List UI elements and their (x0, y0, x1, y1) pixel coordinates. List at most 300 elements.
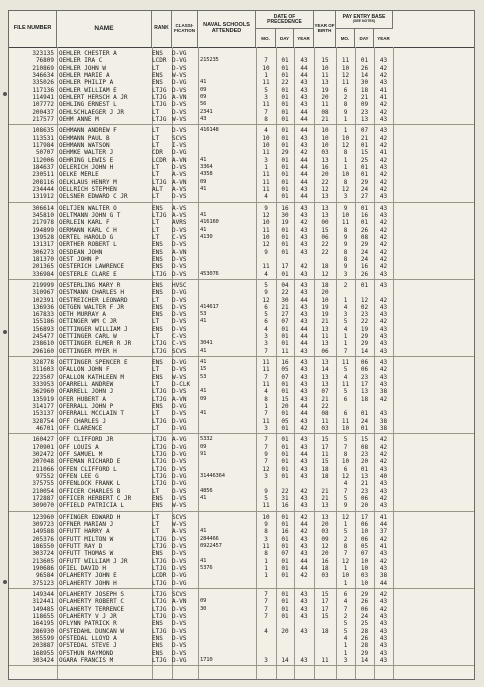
birth-year-cell: 20 (321, 93, 329, 101)
naval-schools-cell: 53 (200, 373, 207, 380)
table-row (9, 311, 474, 318)
precedence-day-cell: 01 (281, 127, 289, 135)
name-cell: OETTINGER ELMER R JR (59, 340, 132, 348)
file-number-cell: 210054 (32, 487, 54, 495)
file-number-cell: 306273 (32, 248, 54, 256)
precedence-day-cell: 14 (281, 656, 289, 664)
precedence-day-cell: 19 (281, 219, 289, 227)
file-number-cell: 149344 (32, 590, 54, 598)
name-cell: OEHLER MARIE A (59, 71, 110, 79)
table-row (9, 304, 474, 311)
file-number-cell: 164195 (32, 620, 54, 628)
pay-entry-year-cell: 42 (379, 134, 388, 142)
file-number-cell: 296160 (32, 347, 54, 355)
pay-entry-day-cell: 16 (360, 211, 369, 219)
precedence-month-cell: 11 (262, 101, 270, 109)
precedence-month-cell: 9 (264, 487, 268, 495)
pay-entry-year-cell: 43 (379, 340, 388, 348)
birth-year-cell: 11 (321, 451, 329, 459)
naval-schools-cell (198, 263, 256, 270)
birth-year-cell: 21 (321, 495, 329, 503)
naval-schools-cell: 41 (200, 185, 207, 192)
pay-entry-day-cell: 21 (360, 480, 369, 488)
precedence-year-cell (294, 635, 314, 642)
precedence-day-cell: 01 (281, 473, 289, 481)
birth-year-cell: 17 (321, 598, 329, 606)
classification-cell: SCVS (172, 513, 187, 521)
birth-year-cell: 15 (321, 57, 329, 65)
file-number-cell: 136936 (32, 303, 54, 311)
birth-year-cell: 20 (321, 171, 329, 179)
pay-entry-day-cell: 17 (360, 381, 369, 389)
name-cell: OETTINGER SPENCER E (59, 359, 128, 367)
pay-entry-month-cell: 1 (343, 296, 348, 304)
precedence-year-cell: 42 (300, 528, 308, 536)
file-number-cell: 135919 (32, 395, 54, 403)
file-number-cell: 168955 (32, 649, 54, 657)
name-cell: OFFUTT THOMAS W (59, 550, 114, 558)
classification-cell: D-VS (172, 108, 187, 116)
pay-entry-year-cell: 42 (379, 185, 388, 193)
pay-entry-month-cell: 1 (343, 649, 348, 657)
name-cell: OEHLER JOHN W (59, 64, 106, 72)
table-row (9, 340, 474, 347)
classification-cell: D-VS (172, 86, 187, 94)
precedence-month-cell: 8 (264, 550, 268, 558)
classification-cell: D-VG (172, 443, 187, 451)
name-cell: OELKLAUS HENRY M (59, 178, 117, 186)
rank-cell: CDR (152, 149, 163, 157)
classification-cell: D-VG (172, 579, 187, 587)
pay-entry-month-cell: 8 (343, 149, 348, 157)
rank-cell: LT (152, 226, 160, 234)
rank-cell: LTJG (152, 598, 167, 606)
pay-entry-month-cell: 5 (343, 495, 348, 503)
rank-cell: LT (152, 141, 160, 149)
precedence-day-cell: 01 (281, 93, 289, 101)
pay-entry-month-cell: 10 (341, 64, 350, 72)
precedence-year-cell (294, 620, 314, 627)
precedence-year-cell: 44 (300, 325, 308, 333)
rank-cell: LT (152, 163, 160, 171)
name-cell: OERTEL HAROLD G (59, 233, 114, 241)
name-cell: OEHLING ERNEST L (59, 101, 117, 109)
precedence-month-cell: 8 (264, 115, 268, 123)
name-cell: OFFUTT MILTON W (59, 535, 114, 543)
pay-entry-day-cell: 26 (360, 634, 369, 642)
naval-schools-cell (198, 502, 256, 509)
precedence-month-cell (256, 480, 276, 487)
pay-entry-year-cell: 43 (379, 281, 388, 289)
name-cell: OFFINGER EDWARD H (59, 513, 121, 521)
pay-entry-day-cell: 13 (360, 473, 369, 481)
precedence-year-cell: 44 (300, 340, 308, 348)
pay-entry-month-cell: 1 (343, 163, 348, 171)
precedence-year-cell: 44 (300, 193, 308, 201)
naval-schools-cell (198, 642, 256, 649)
classification-cell: D-VG (172, 359, 187, 367)
table-row (9, 436, 474, 443)
pay-entry-month-cell: 10 (341, 572, 350, 580)
pay-entry-year-cell: 42 (379, 71, 388, 79)
rank-cell: LCDR (152, 57, 167, 65)
table-row (9, 514, 474, 521)
naval-schools-cell (198, 613, 256, 620)
classification-cell: D-VS (172, 564, 187, 572)
pay-entry-year-cell: 41 (379, 93, 388, 101)
pay-entry-month-cell: 12 (341, 71, 350, 79)
pay-entry-month-cell: 1 (343, 564, 348, 572)
precedence-day-cell: 01 (281, 71, 289, 79)
table-row (9, 374, 474, 381)
precedence-day-cell (276, 50, 294, 57)
pay-entry-year-cell: 43 (379, 612, 388, 620)
file-number-cell: 375755 (32, 480, 54, 488)
precedence-year-cell: 44 (300, 127, 308, 135)
rank-cell: LTJG (152, 101, 167, 109)
pay-entry-month-cell: 3 (343, 270, 348, 278)
classification-cell: D-VS (172, 612, 187, 620)
table-row (9, 256, 474, 263)
precedence-day-cell (276, 650, 294, 657)
table-header (9, 11, 474, 48)
table-row (9, 101, 474, 108)
pay-entry-year-cell: 42 (379, 395, 388, 403)
classification-cell: I-VS (172, 141, 187, 149)
naval-schools-cell: 43 (200, 115, 207, 122)
file-number-cell: 303424 (32, 656, 54, 664)
file-number-cell: 114941 (32, 93, 54, 101)
pay-entry-month-cell: 11 (341, 57, 350, 65)
classification-cell: D-VS (172, 193, 187, 201)
name-cell: OELTJEN WALTER O (59, 204, 117, 212)
file-number-cell: 210869 (32, 64, 54, 72)
precedence-day-cell: 01 (281, 465, 289, 473)
table-row (9, 212, 474, 219)
pay-entry-day-cell: 01 (360, 219, 369, 227)
naval-schools-cell (198, 550, 256, 557)
naval-schools-cell: 09 (200, 178, 207, 185)
classification-cell: A-VG (172, 436, 187, 444)
birth-year-cell: 08 (321, 108, 329, 116)
precedence-month-cell: 6 (264, 318, 268, 326)
header-naval-schools: NAVAL SCHOOLS ATTENDED (198, 11, 256, 47)
header-prec-year: YEAR (294, 29, 314, 47)
precedence-month-cell: 5 (264, 86, 268, 94)
precedence-day-cell: 01 (281, 598, 289, 606)
classification-cell: D-VS (172, 325, 187, 333)
precedence-month-cell (256, 256, 276, 263)
pay-entry-year-cell: 43 (379, 127, 388, 135)
header-file-number: FILE NUMBER (9, 11, 57, 47)
pay-entry-day-cell: 30 (360, 79, 369, 87)
file-number-cell: 190686 (32, 564, 54, 572)
rank-cell: ENS (152, 550, 163, 558)
pay-entry-month-cell: 11 (341, 381, 350, 389)
birth-year-cell: 22 (321, 248, 329, 256)
name-cell: OFFEMAN RICHARD E (59, 458, 121, 466)
pay-entry-day-cell: 24 (360, 185, 369, 193)
precedence-year-cell: 42 (300, 425, 308, 433)
precedence-year-cell: 43 (300, 443, 308, 451)
naval-schools-cell (198, 289, 256, 296)
naval-schools-cell (198, 591, 256, 598)
precedence-month-cell: 11 (262, 226, 270, 234)
pay-entry-year-cell: 43 (379, 347, 388, 355)
precedence-year-cell: 42 (300, 487, 308, 495)
naval-schools-cell: 0922457 (200, 543, 222, 549)
precedence-day-cell: 17 (281, 263, 289, 271)
naval-schools-cell: 5376 (200, 564, 213, 571)
precedence-day-cell: 30 (281, 211, 289, 219)
classification-cell: D-VS (172, 410, 187, 418)
file-number-cell: 149485 (32, 605, 54, 613)
classification-cell: D-VS (172, 535, 187, 543)
classification-cell: O-VS (172, 487, 187, 495)
punch-hole (3, 92, 7, 96)
rank-cell: LTJG (152, 443, 167, 451)
pay-entry-month-cell: 9 (343, 204, 348, 212)
rank-cell: LTJG (152, 211, 167, 219)
precedence-day-cell: 22 (281, 487, 289, 495)
pay-entry-month-cell: 2 (343, 612, 348, 620)
naval-schools-cell: 09 (200, 443, 207, 450)
file-number-cell: 328754 (32, 417, 54, 425)
pay-entry-day-cell: 06 (360, 605, 369, 613)
precedence-day-cell: 01 (281, 57, 289, 65)
file-number-cell: 362960 (32, 388, 54, 396)
rank-cell: LTJG (152, 557, 167, 565)
classification-cell: D-VS (172, 255, 187, 263)
pay-entry-year-cell: 44 (379, 579, 388, 587)
precedence-month-cell: 9 (264, 451, 268, 459)
header-prec-day: DAY (276, 29, 294, 47)
table-row (9, 366, 474, 373)
naval-schools-cell (198, 50, 256, 57)
birth-year-cell: 22 (321, 403, 329, 411)
precedence-year-cell: 43 (300, 185, 308, 193)
classification-cell: HVSC (172, 281, 187, 289)
precedence-day-cell: 01 (281, 451, 289, 459)
precedence-year-cell: 44 (300, 171, 308, 179)
pay-entry-day-cell: 28 (360, 642, 369, 650)
precedence-month-cell: 11 (262, 171, 270, 179)
birth-year-cell (314, 50, 336, 57)
precedence-year-cell: 43 (300, 656, 308, 664)
precedence-month-cell: 10 (262, 134, 270, 142)
classification-cell: D-VS (172, 642, 187, 650)
naval-schools-cell (198, 466, 256, 473)
name-cell: OFLAHERTY JOHN E (59, 572, 117, 580)
pay-entry-year-cell: 43 (379, 502, 388, 510)
pay-entry-month-cell: 3 (343, 656, 348, 664)
pay-entry-year-cell: 43 (379, 373, 388, 381)
precedence-month-cell: 3 (264, 333, 268, 341)
precedence-month-cell: 7 (264, 612, 268, 620)
birth-year-cell: 21 (321, 487, 329, 495)
name-cell: OESTERICH LAWRENCE (59, 263, 125, 271)
naval-schools-cell (198, 333, 256, 340)
pay-entry-year-cell: 43 (379, 487, 388, 495)
name-cell: OEHLERT HERSCH A JR (59, 93, 128, 101)
classification-cell: D-VS (172, 64, 187, 72)
file-number-cell: 113531 (32, 134, 54, 142)
precedence-year-cell: 43 (300, 86, 308, 94)
precedence-year-cell: 43 (300, 381, 308, 389)
pay-entry-day-cell: 23 (360, 108, 369, 116)
header-year-birth: YEAR OF BIRTH (314, 11, 336, 47)
precedence-month-cell: 3 (264, 473, 268, 481)
precedence-month-cell (256, 650, 276, 657)
pay-entry-year-cell (374, 403, 393, 410)
table-row (9, 186, 474, 193)
birth-year-cell: 20 (321, 550, 329, 558)
classification-cell: A-VN (172, 178, 187, 186)
header-pay-entry-note: (SEE NOTES) (352, 19, 376, 24)
precedence-year-cell (294, 642, 314, 649)
birth-year-cell: 21 (321, 115, 329, 123)
table-row (9, 580, 474, 587)
pay-entry-day-cell: 15 (360, 436, 369, 444)
pay-entry-day-cell: 14 (360, 656, 369, 664)
pay-entry-year-cell: 41 (379, 86, 388, 94)
name-cell: OEHLER PHILIP A (59, 79, 114, 87)
naval-schools-cell (198, 193, 256, 200)
naval-schools-cell: 41 (200, 528, 207, 535)
record-group (9, 48, 474, 125)
classification-cell: A-VS (172, 528, 187, 536)
rank-cell: LTJG (152, 340, 167, 348)
file-number-cell: 245477 (32, 333, 54, 341)
pay-entry-month-cell: 10 (341, 425, 350, 433)
file-number-cell: 160427 (32, 436, 54, 444)
precedence-day-cell: 01 (281, 572, 289, 580)
precedence-year-cell: 43 (300, 598, 308, 606)
pay-entry-year-cell: 43 (379, 311, 388, 319)
precedence-month-cell (256, 620, 276, 627)
name-cell: OFF SAMUEL M (59, 451, 103, 459)
rank-cell: ENS (152, 241, 163, 249)
naval-schools-cell: 3364 (200, 163, 213, 170)
precedence-month-cell: 4 (264, 193, 268, 201)
classification-cell: D-VS (172, 226, 187, 234)
pay-entry-day-cell: 24 (360, 255, 369, 263)
table-row (9, 466, 474, 473)
rank-cell: LT (152, 108, 160, 116)
naval-schools-cell: 41 (200, 211, 207, 218)
classification-cell: D-VG (172, 572, 187, 580)
file-number-cell: 194899 (32, 226, 54, 234)
naval-schools-cell (198, 572, 256, 579)
file-number-cell: 107772 (32, 101, 54, 109)
file-number-cell: 112006 (32, 156, 54, 164)
precedence-month-cell: 12 (262, 296, 270, 304)
birth-year-cell: 15 (321, 590, 329, 598)
name-cell: OEHM ANNE M (59, 115, 99, 123)
birth-year-cell: 11 (321, 101, 329, 109)
name-cell: OETTINGER MYER H (59, 347, 117, 355)
precedence-month-cell: 11 (262, 366, 270, 374)
name-cell: OESDEAN JOHN (59, 248, 103, 256)
precedence-month-cell: 7 (264, 373, 268, 381)
classification-cell: D-VS (172, 318, 187, 326)
pay-entry-day-cell: 29 (360, 649, 369, 657)
pay-entry-month-cell: 1 (343, 579, 348, 587)
pay-entry-day-cell: 06 (360, 521, 369, 529)
name-cell: OFARRELL JOHN J (59, 388, 114, 396)
classification-cell: D-VG (172, 451, 187, 459)
table-row (9, 403, 474, 410)
precedence-year-cell: 43 (300, 270, 308, 278)
precedence-year-cell: 43 (300, 318, 308, 326)
precedence-month-cell (256, 642, 276, 649)
precedence-year-cell: 44 (300, 564, 308, 572)
precedence-day-cell: 01 (281, 410, 289, 418)
pay-entry-year-cell: 42 (379, 171, 388, 179)
naval-schools-cell: 4856 (200, 487, 213, 494)
pay-entry-month-cell: 6 (343, 590, 348, 598)
name-cell: OESTERLE CLARE E (59, 270, 117, 278)
pay-entry-day-cell: 24 (360, 248, 369, 256)
birth-year-cell: 14 (321, 366, 329, 374)
table-row (9, 606, 474, 613)
naval-schools-cell: 414617 (200, 303, 219, 310)
precedence-day-cell: 01 (281, 134, 289, 142)
pay-entry-year-cell: 38 (379, 417, 388, 425)
pay-entry-month-cell: 10 (341, 171, 350, 179)
table-row (9, 613, 474, 620)
precedence-month-cell: 11 (262, 185, 270, 193)
naval-schools-cell: 41 (200, 156, 207, 163)
name-cell: OFSTEDAL LLOYD A (59, 634, 117, 642)
classification-cell: D-VS (172, 550, 187, 558)
birth-year-cell: 22 (321, 241, 329, 249)
pay-entry-month-cell: 8 (343, 178, 348, 186)
precedence-year-cell: 43 (300, 134, 308, 142)
table-row (9, 502, 474, 509)
file-number-cell: 306614 (32, 204, 54, 212)
precedence-year-cell: 43 (300, 211, 308, 219)
naval-schools-cell: 09 (200, 598, 207, 605)
birth-year-cell: 13 (321, 211, 329, 219)
name-cell: OETINGER WM C JR (59, 318, 117, 326)
precedence-year-cell: 42 (300, 263, 308, 271)
pay-entry-day-cell: 01 (360, 465, 369, 473)
pay-entry-month-cell: 4 (343, 598, 348, 606)
birth-year-cell: 08 (321, 410, 329, 418)
classification-cell: W-VS (172, 115, 187, 123)
name-cell: OEHMANN PAUL B (59, 134, 110, 142)
table-row (9, 171, 474, 178)
pay-entry-year-cell: 43 (379, 649, 388, 657)
header-date-precedence: DATE OF PRECEDENCE (256, 11, 314, 29)
header-pay-day: DAY (355, 29, 374, 47)
file-number-cell: 50707 (35, 149, 54, 157)
name-cell: OEHLER CHESTER A (59, 50, 117, 57)
pay-entry-day-cell: 08 (360, 233, 369, 241)
pay-entry-year-cell: 43 (379, 656, 388, 664)
rank-cell: LT (152, 233, 160, 241)
classification-cell: D-VS (172, 303, 187, 311)
naval-schools-cell: 453076 (200, 270, 219, 277)
pay-entry-year-cell: 43 (379, 627, 388, 635)
birth-year-cell: 18 (321, 627, 329, 635)
precedence-day-cell: 01 (281, 178, 289, 186)
birth-year-cell: 13 (321, 325, 329, 333)
pay-entry-month-cell: 4 (343, 480, 348, 488)
precedence-year-cell: 44 (300, 403, 308, 411)
precedence-year-cell: 43 (300, 366, 308, 374)
